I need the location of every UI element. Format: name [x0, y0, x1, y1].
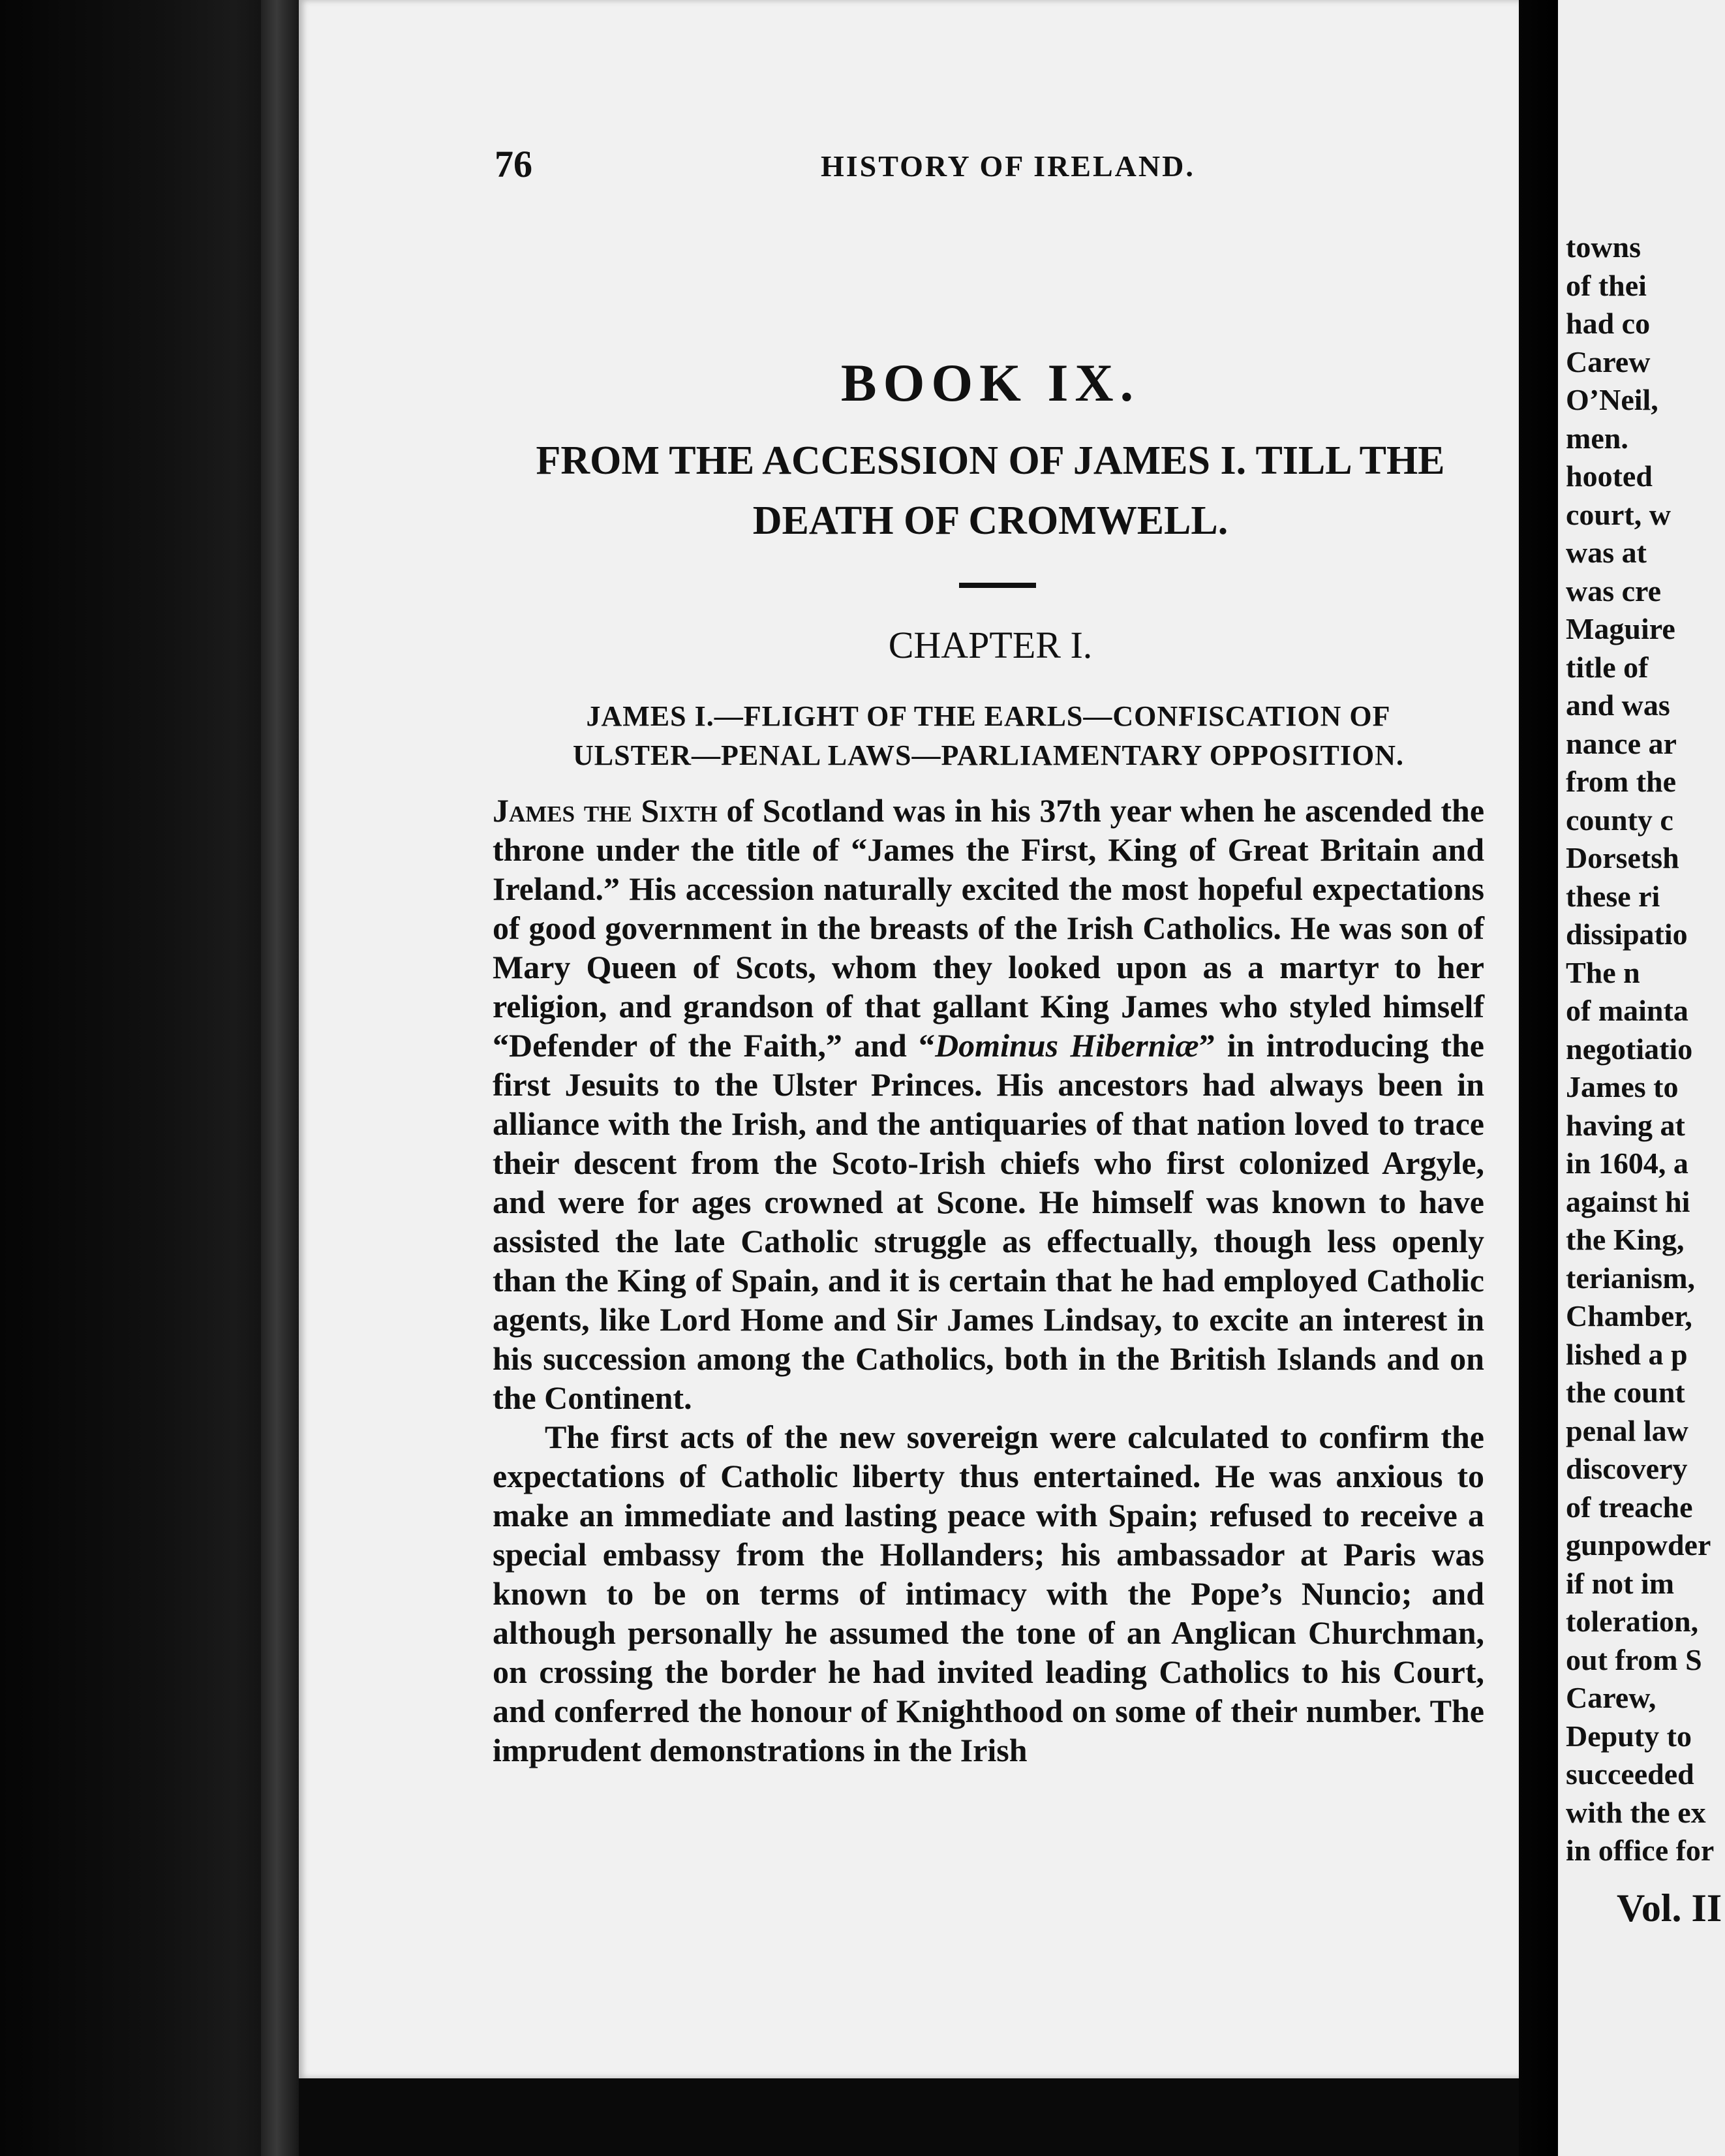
paragraph [493, 791, 1484, 1417]
book-title: BOOK IX. [840, 353, 1140, 412]
paragraph-text: ” in introducing the first Jesuits to the Ulster Princes. His ancestors had always been in alliance with the Irish, and the antiquaries of that nation loved to trace their descent from the Scoto-Irish chiefs who first colonized Argyle, and were for ages crowned at Scone. He himself was known to have assisted the late Catholic struggle as effectually, though less openly than the King of Spain, and it is certain that he had employed Catholic agents, like Lord Home and Sir James Lindsay, to excite an interest in his succession among the Catholics, both in the British Islands and on the Continent. [493, 1027, 1484, 1416]
facing-page-line: having at [1566, 1108, 1685, 1142]
paragraph-lead: James the Sixth [493, 792, 718, 829]
book-subtitle-line: DEATH OF CROMWELL. [752, 499, 1229, 543]
facing-page-line: negotiatio [1566, 1032, 1693, 1066]
book-subtitle-line: FROM THE ACCESSION OF JAMES I. TILL THE [536, 439, 1445, 483]
facing-page-line: was at [1566, 536, 1647, 569]
facing-page-text [1566, 228, 1725, 1870]
running-head [495, 142, 1486, 188]
facing-page-footer: Vol. II [1617, 1886, 1722, 1930]
facing-page-line: discovery [1566, 1452, 1688, 1485]
facing-page-line: men. [1566, 421, 1628, 455]
facing-page-line: out from S [1566, 1642, 1702, 1676]
chapter-summary-line: ULSTER—PENAL LAWS—PARLIAMENTARY OPPOSITION. [572, 739, 1405, 771]
facing-page-line: in 1604, a [1566, 1147, 1688, 1180]
page-number: 76 [495, 143, 532, 185]
facing-page-line: in office for [1566, 1834, 1715, 1867]
facing-page-line: succeeded [1566, 1757, 1694, 1791]
facing-page-line: of mainta [1566, 994, 1688, 1027]
body-text [493, 791, 1484, 1770]
paragraph-text: of Scotland was in his 37th year when he ascended the throne under the title of “James the First, King of Great Britain and Ireland.” His accession naturally excited the most hopeful expectations of good government in the breasts of the Irish Catholics. He was son of Mary Queen of Scots, whom they looked upon as a martyr to her religion, and grandson of that gallant King James who styled himself “Defender of the Faith,” and “ [493, 792, 1485, 1064]
facing-page-line: the King, [1566, 1223, 1685, 1256]
facing-page-line: from the [1566, 765, 1677, 798]
facing-page-line: was cre [1566, 574, 1662, 608]
facing-page-line: with the ex [1566, 1795, 1706, 1829]
page-gutter [1519, 0, 1558, 2156]
facing-page-line: the count [1566, 1376, 1685, 1409]
section-rule [959, 583, 1036, 588]
facing-page-line: Deputy to [1566, 1719, 1692, 1753]
facing-page-line: O’Neil, [1566, 383, 1658, 416]
paragraph: The first acts of the new sovereign were calculated to confirm the expectations of Catholic liberty thus entertained. He was anxious to make an immediate and lasting peace with Spain; refused to receive a special embassy from the Hollanders; his ambassador at Paris was known to be on terms of intimacy with the Pope’s Nuncio; and although personally he assumed the tone of an Anglican Churchman, on crossing the border he had invited leading Catholics to his Court, and conferred the honour of Knighthood on some of their number. The imprudent demonstrations in the Irish [493, 1419, 1484, 1768]
facing-page-line: Maguire [1566, 612, 1675, 645]
facing-page-line: county c [1566, 803, 1673, 837]
facing-page-line: Dorsetsh [1566, 841, 1679, 874]
facing-page-line: toleration, [1566, 1605, 1699, 1638]
page-bottom-shadow [299, 2078, 1519, 2156]
binding-edge [261, 0, 300, 2156]
facing-page-line: terianism, [1566, 1261, 1696, 1295]
running-title: HISTORY OF IRELAND. [821, 149, 1195, 183]
facing-page-line: these ri [1566, 879, 1660, 913]
facing-page-line: The n [1566, 955, 1640, 989]
chapter-title: CHAPTER I. [888, 624, 1093, 666]
facing-page-line: lished a p [1566, 1337, 1688, 1371]
book-subtitle [495, 431, 1486, 551]
facing-page-line: had co [1566, 307, 1651, 340]
facing-page-line: Carew [1566, 345, 1651, 378]
facing-page-line: if not im [1566, 1566, 1675, 1600]
facing-page-line: towns [1566, 230, 1641, 264]
facing-page-line: dissipatio [1566, 917, 1688, 951]
facing-page-line: of treache [1566, 1490, 1693, 1524]
facing-page-line: James to [1566, 1070, 1679, 1103]
facing-page-line: Chamber, [1566, 1299, 1692, 1332]
facing-page-line: penal law [1566, 1413, 1688, 1447]
facing-page-line: Carew, [1566, 1681, 1656, 1714]
facing-page-line: gunpowder [1566, 1528, 1711, 1562]
italic-phrase: Dominus Hiberniæ [935, 1027, 1199, 1064]
facing-page-line: court, w [1566, 497, 1671, 531]
book-binding [0, 0, 294, 2156]
chapter-summary [496, 697, 1481, 775]
facing-page-line: against hi [1566, 1184, 1690, 1218]
facing-page-line: and was [1566, 688, 1670, 722]
facing-page-line: hooted [1566, 459, 1653, 493]
facing-page-line: of thei [1566, 268, 1647, 302]
chapter-summary-line: JAMES I.—FLIGHT OF THE EARLS—CONFISCATION OF [586, 700, 1391, 732]
facing-page-line: title of [1566, 650, 1649, 684]
facing-page-line: nance ar [1566, 726, 1677, 760]
